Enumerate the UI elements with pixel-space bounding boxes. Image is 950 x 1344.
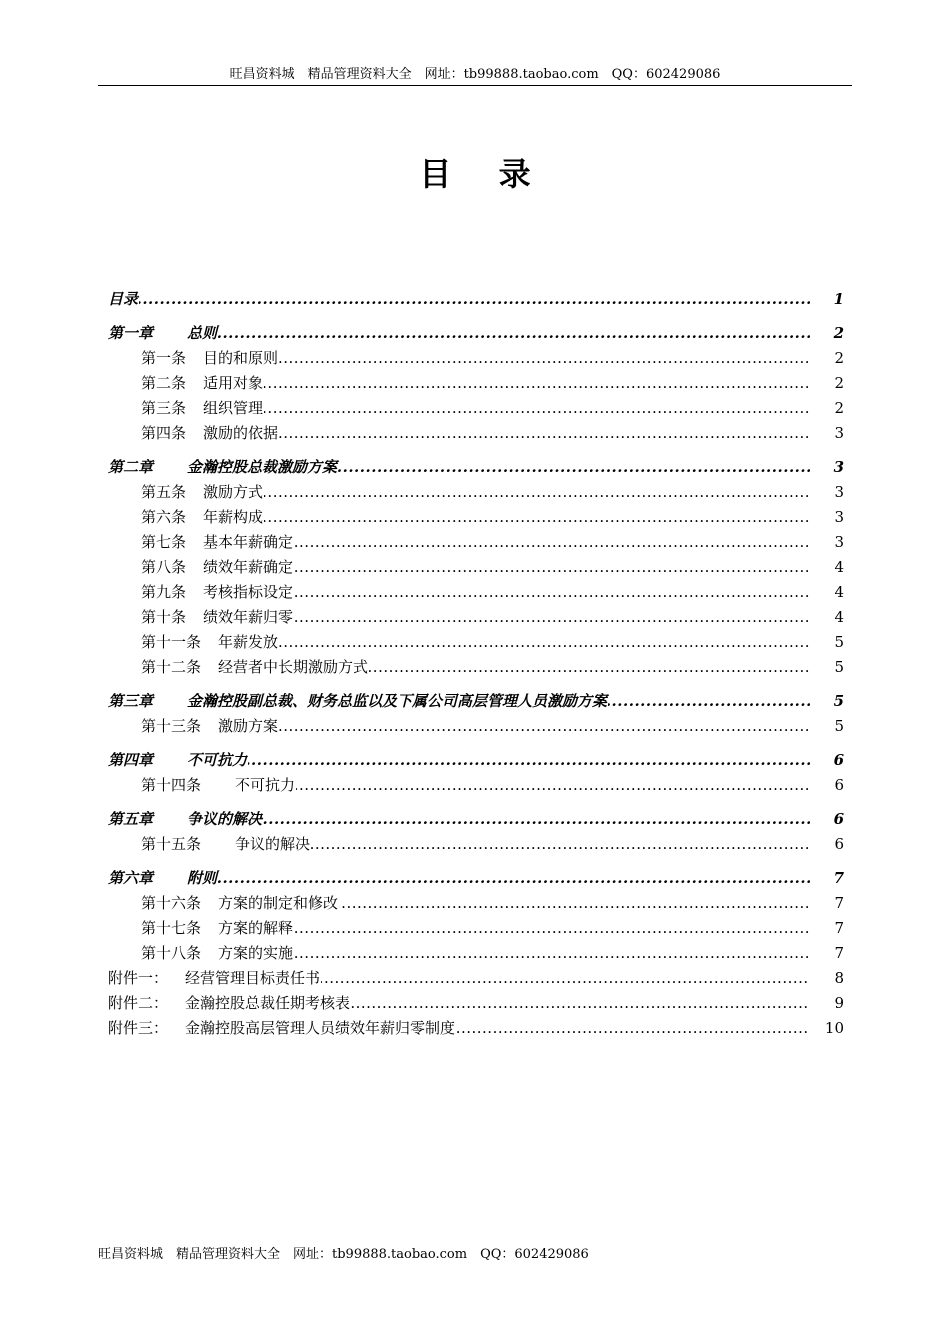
toc-entry-label — [141, 530, 294, 555]
toc-page-number: 7 — [834, 944, 844, 962]
toc-entry-label — [141, 421, 279, 446]
toc-entry[interactable] — [108, 966, 844, 991]
toc-entry-number: 第八条 — [141, 558, 187, 576]
toc-entry-label — [108, 807, 263, 832]
toc-page-number: 9 — [834, 994, 844, 1012]
toc-entry[interactable] — [141, 605, 844, 630]
toc-entry-number: 第六章 — [108, 869, 154, 887]
toc-entry-title: 目的和原则 — [203, 349, 279, 367]
toc-entry-label — [141, 346, 279, 371]
toc-page-number: 5 — [834, 658, 844, 676]
toc-entry-number: 第十三条 — [141, 717, 202, 735]
page-header: 旺昌资料城 精品管理资料大全 网址：tb99888.taobao.com QQ：602429086 — [229, 67, 721, 82]
toc-entry-title: 激励方式 — [203, 483, 264, 501]
toc-entry[interactable] — [141, 916, 844, 941]
toc-entry-label — [108, 689, 608, 714]
toc-entry-title: 基本年薪确定 — [203, 533, 294, 551]
page-footer: 旺昌资料城 精品管理资料大全 网址：tb99888.taobao.com QQ：602429086 — [98, 1247, 589, 1262]
toc-page-number: 6 — [834, 835, 844, 853]
toc-entry[interactable] — [141, 530, 844, 555]
toc-entry-label — [108, 287, 139, 312]
toc-entry-number: 第五章 — [108, 810, 154, 828]
toc-page-number: 8 — [834, 969, 844, 987]
toc-entry-label — [108, 991, 351, 1016]
toc-entry-label — [141, 941, 294, 966]
toc-entry-title: 金瀚控股总裁任期考核表 — [185, 994, 351, 1012]
toc-entry-number: 附件三： — [108, 1019, 169, 1037]
toc-entry-number: 第十二条 — [141, 658, 202, 676]
toc-entry[interactable] — [108, 455, 844, 480]
toc-page-number: 5 — [834, 633, 844, 651]
toc-entry-label — [108, 748, 248, 773]
toc-page-number: 3 — [834, 483, 844, 501]
toc-entry-title: 总则 — [187, 324, 218, 342]
toc-entry-title: 金瀚控股副总裁、财务总监以及下属公司高层管理人员激励方案 — [187, 692, 608, 710]
toc-entry-title: 适用对象 — [203, 374, 264, 392]
toc-entry[interactable] — [141, 891, 844, 916]
toc-entry-label — [141, 655, 369, 680]
toc-entry-title: 金瀚控股高层管理人员绩效年薪归零制度 — [185, 1019, 456, 1037]
toc-entry-number: 第三条 — [141, 399, 187, 417]
toc-entry-label — [141, 630, 279, 655]
toc-entry-title: 方案的解释 — [218, 919, 294, 937]
toc-entry-title: 不可抗力 — [235, 776, 296, 794]
toc-entry-label — [141, 891, 339, 916]
toc-entry-title: 年薪发放 — [218, 633, 279, 651]
toc-entry-number: 第一章 — [108, 324, 154, 342]
toc-entry-title: 经营者中长期激励方式 — [218, 658, 369, 676]
toc-page-number: 4 — [834, 558, 844, 576]
toc-page-number: 5 — [833, 692, 844, 710]
toc-entry[interactable] — [108, 287, 844, 312]
toc-entry-label — [108, 455, 338, 480]
toc-entry-label — [141, 714, 279, 739]
toc-entry[interactable] — [108, 689, 844, 714]
toc-entry-number: 第十八条 — [141, 944, 202, 962]
toc-entry-title: 争议的解决 — [235, 835, 311, 853]
toc-entry-title: 经营管理目标责任书 — [185, 969, 321, 987]
toc-entry-title: 年薪构成 — [203, 508, 264, 526]
toc-entry-number: 第十五条 — [141, 835, 202, 853]
toc-entry-title: 绩效年薪确定 — [203, 558, 294, 576]
toc-page-number: 2 — [834, 374, 844, 392]
toc-entry[interactable] — [141, 941, 844, 966]
toc-entry-label — [141, 505, 264, 530]
toc-entry[interactable] — [141, 655, 844, 680]
toc-entry-number: 第二章 — [108, 458, 154, 476]
toc-entry-title: 考核指标设定 — [203, 583, 294, 601]
toc-entry-title: 争议的解决 — [187, 810, 263, 828]
toc-entry[interactable] — [141, 505, 844, 530]
page-title: 目 录 — [419, 155, 549, 193]
toc-entry-label — [141, 605, 294, 630]
toc-page-number: 3 — [834, 508, 844, 526]
toc-page-number: 2 — [834, 399, 844, 417]
toc-entry[interactable] — [108, 321, 844, 346]
toc-entry-number: 第七条 — [141, 533, 187, 551]
toc-page-number: 5 — [834, 717, 844, 735]
toc-entry[interactable] — [141, 714, 844, 739]
toc-entry[interactable] — [141, 773, 844, 798]
toc-entry[interactable] — [141, 832, 844, 857]
toc-entry-label — [108, 966, 321, 991]
toc-entry-number: 第一条 — [141, 349, 187, 367]
toc-page-number: 7 — [834, 894, 844, 912]
toc-entry-title: 方案的制定和修改 — [218, 894, 339, 912]
toc-entry-title: 不可抗力 — [187, 751, 248, 769]
toc-entry[interactable] — [108, 866, 844, 891]
toc-page-number: 3 — [833, 458, 844, 476]
toc-entry-number: 第十七条 — [141, 919, 202, 937]
toc-page-number: 4 — [834, 608, 844, 626]
toc-entry-title: 激励的依据 — [203, 424, 279, 442]
toc-entry-label — [141, 396, 264, 421]
toc-entry-number: 第三章 — [108, 692, 154, 710]
toc-entry-label — [141, 916, 294, 941]
toc-entry-title: 组织管理 — [203, 399, 264, 417]
toc-entry[interactable] — [141, 371, 844, 396]
toc-entry-title: 方案的实施 — [218, 944, 294, 962]
toc-entry-number: 附件一： — [108, 969, 169, 987]
toc-entry[interactable] — [141, 630, 844, 655]
toc-entry-label — [141, 371, 264, 396]
toc-entry-title: 激励方案 — [218, 717, 279, 735]
toc-entry[interactable] — [141, 480, 844, 505]
toc-page-number: 2 — [833, 324, 844, 342]
toc-entry-number: 第十六条 — [141, 894, 202, 912]
dot-leader — [108, 287, 810, 312]
toc-entry[interactable] — [141, 346, 844, 371]
toc-entry-label — [108, 866, 218, 891]
toc-entry-number: 目录 — [108, 290, 139, 308]
toc-entry-label — [108, 1016, 456, 1041]
toc-page-number: 3 — [834, 424, 844, 442]
toc-entry[interactable] — [141, 555, 844, 580]
toc-page-number: 4 — [834, 583, 844, 601]
toc-entry[interactable] — [141, 396, 844, 421]
toc-page-number: 3 — [834, 533, 844, 551]
toc-page-number: 2 — [834, 349, 844, 367]
toc-entry[interactable] — [108, 807, 844, 832]
toc-entry-label — [141, 832, 311, 857]
toc-entry-number: 第十一条 — [141, 633, 202, 651]
toc-entry-number: 第二条 — [141, 374, 187, 392]
toc-entry-label — [141, 555, 294, 580]
toc-entry-number: 第十四条 — [141, 776, 202, 794]
toc-entry-title: 绩效年薪归零 — [203, 608, 294, 626]
toc-entry[interactable] — [108, 991, 844, 1016]
toc-entry-number: 第四条 — [141, 424, 187, 442]
toc-entry-number: 第六条 — [141, 508, 187, 526]
toc-entry-number: 第十条 — [141, 608, 187, 626]
header-rule — [98, 85, 852, 86]
toc-entry-label — [141, 773, 296, 798]
toc-entry-number: 第五条 — [141, 483, 187, 501]
toc-entry-number: 第四章 — [108, 751, 154, 769]
toc-entry[interactable] — [141, 580, 844, 605]
toc-entry[interactable] — [108, 748, 844, 773]
toc-entry-label — [108, 321, 218, 346]
toc-entry[interactable] — [141, 421, 844, 446]
toc-page-number: 6 — [833, 751, 844, 769]
toc-page-number: 10 — [824, 1019, 844, 1037]
toc-entry-number: 附件二： — [108, 994, 169, 1012]
toc-page-number: 1 — [833, 290, 844, 308]
toc-page-number: 6 — [833, 810, 844, 828]
toc-page-number: 7 — [833, 869, 844, 887]
toc-entry-title: 附则 — [187, 869, 218, 887]
toc-page-number: 6 — [834, 776, 844, 794]
toc-entry-label — [141, 580, 294, 605]
toc-entry-label — [141, 480, 264, 505]
toc-entry-title: 金瀚控股总裁激励方案 — [187, 458, 338, 476]
toc-page-number: 7 — [834, 919, 844, 937]
toc-entry[interactable] — [108, 1016, 844, 1041]
toc-entry-number: 第九条 — [141, 583, 187, 601]
